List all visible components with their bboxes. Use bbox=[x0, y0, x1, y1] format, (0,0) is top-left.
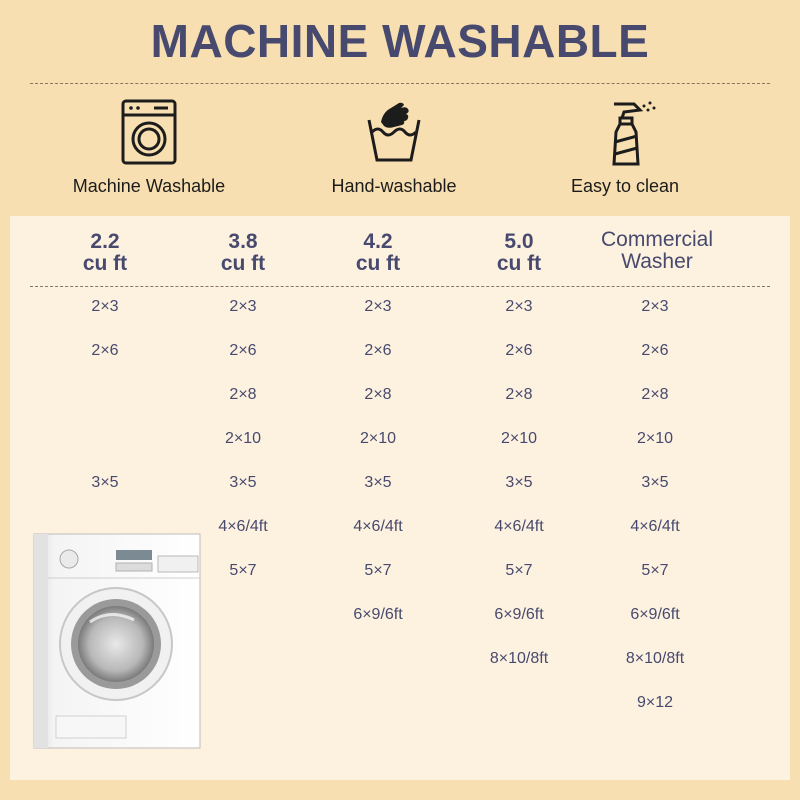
feature-easy-to-clean bbox=[515, 98, 735, 197]
size-cell: 2×8 bbox=[364, 386, 392, 403]
size-cell: 3×5 bbox=[229, 474, 257, 491]
size-cell: 2×6 bbox=[641, 342, 669, 359]
size-cell: 2×3 bbox=[364, 298, 392, 315]
size-cell: 5×7 bbox=[641, 562, 669, 579]
size-cell: 6×9/6ft bbox=[630, 606, 680, 623]
column-header-5-0: 5.0 cu ft bbox=[496, 230, 542, 275]
size-cell: 2×10 bbox=[500, 430, 538, 447]
size-cell: 4×6/4ft bbox=[630, 518, 680, 535]
size-cell: 2×6 bbox=[229, 342, 257, 359]
top-divider bbox=[30, 83, 770, 84]
size-cell: 2×6 bbox=[364, 342, 392, 359]
size-cell: 4×6/4ft bbox=[494, 518, 544, 535]
size-cell: 3×5 bbox=[641, 474, 669, 491]
size-cell: 8×10/8ft bbox=[489, 650, 549, 667]
size-cell: 6×9/6ft bbox=[353, 606, 403, 623]
feature-machine-washable bbox=[39, 98, 259, 197]
size-cell: 2×10 bbox=[359, 430, 397, 447]
size-cell: 2×10 bbox=[224, 430, 262, 447]
size-cell: 5×7 bbox=[505, 562, 533, 579]
size-cell: 3×5 bbox=[364, 474, 392, 491]
feature-label: Easy to clean bbox=[570, 176, 680, 196]
size-cell: 2×8 bbox=[641, 386, 669, 403]
size-cell: 8×10/8ft bbox=[625, 650, 685, 667]
hand-wash-basin-icon bbox=[359, 98, 429, 168]
size-cell: 2×8 bbox=[229, 386, 257, 403]
size-cell: 2×3 bbox=[91, 298, 119, 315]
washing-machine-image bbox=[30, 530, 205, 750]
size-cell: 6×9/6ft bbox=[494, 606, 544, 623]
column-header-3-8: 3.8 cu ft bbox=[220, 230, 266, 275]
column-header-2-2: 2.2 cu ft bbox=[82, 230, 128, 275]
column-header-commercial: Commercial Washer bbox=[600, 228, 713, 273]
size-cell: 3×5 bbox=[91, 474, 119, 491]
size-cell: 4×6/4ft bbox=[353, 518, 403, 535]
size-cell: 9×12 bbox=[636, 694, 674, 711]
spray-bottle-icon bbox=[590, 98, 660, 168]
column-header-4-2: 4.2 cu ft bbox=[355, 230, 401, 275]
size-cell: 5×7 bbox=[364, 562, 392, 579]
size-cell: 3×5 bbox=[505, 474, 533, 491]
size-cell: 2×3 bbox=[229, 298, 257, 315]
size-cell: 2×6 bbox=[91, 342, 119, 359]
feature-label: Machine Washable bbox=[72, 176, 226, 196]
size-cell: 2×8 bbox=[505, 386, 533, 403]
size-cell: 5×7 bbox=[229, 562, 257, 579]
size-cell: 2×3 bbox=[505, 298, 533, 315]
size-cell: 2×3 bbox=[641, 298, 669, 315]
size-cell: 2×6 bbox=[505, 342, 533, 359]
feature-hand-washable bbox=[284, 98, 504, 197]
size-cell: 4×6/4ft bbox=[218, 518, 268, 535]
size-cell: 2×10 bbox=[636, 430, 674, 447]
feature-label: Hand-washable bbox=[331, 176, 457, 196]
page-title: MACHINE WASHABLE bbox=[150, 15, 650, 67]
washing-machine-icon bbox=[114, 98, 184, 168]
header-divider bbox=[30, 286, 770, 287]
